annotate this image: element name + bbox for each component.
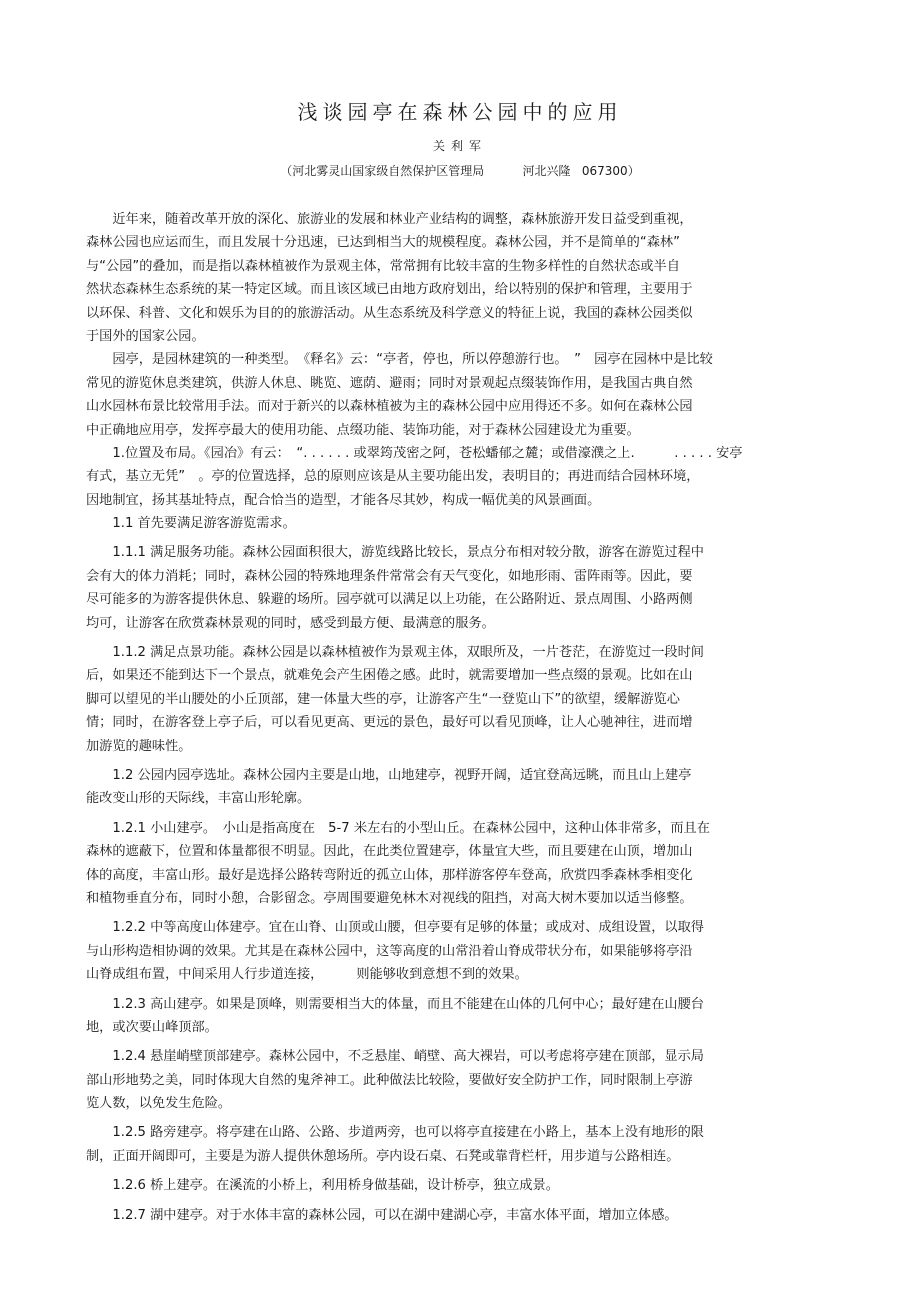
paragraph	[86, 764, 798, 811]
paragraph	[86, 442, 798, 512]
text-line: 1.2.7 湖中建亭。对于水体丰富的森林公园，可以在湖中建湖心亭，丰富水体平面，增加立体感。	[86, 1207, 678, 1223]
text-line: 常见的游览休息类建筑，供游人休息、眺览、遮荫、避雨；同时对景观起点缀装饰作用，是我国古典自然	[86, 375, 693, 391]
article-author: 关利军	[432, 139, 487, 153]
text-line: 均可，让游客在欣赏森林景观的同时，感受到最方便、最满意的服务。	[86, 615, 495, 631]
paragraph	[86, 1174, 798, 1197]
paragraph	[86, 641, 798, 758]
text-line: 后，如果还不能到达下一个景点，就难免会产生困倦之感。此时，就需要增加一些点缀的景观。比如在山	[86, 668, 693, 684]
text-line: 部山形地势之美，同时体现大自然的鬼斧神工。此种做法比较险，要做好安全防护工作，同时限制上亭游	[86, 1072, 693, 1088]
text-line: 因地制宜，扬其基址特点，配合恰当的造型，才能各尽其妙，构成一幅优美的风景画面。	[86, 492, 601, 508]
text-line: 1.1.2 满足点景功能。森林公园是以森林植被作为景观主体，双眼所及，一片苍茫，在游览过一段时间	[86, 645, 704, 661]
text-line: 1.2.6 桥上建亭。在溪流的小桥上，利用桥身做基础，设计桥亭，独立成景。	[86, 1178, 559, 1194]
text-line: 1.2.2 中等高度山体建亭。宜在山脊、山顶或山腰，但亭要有足够的体量；或成对、成组设置，以取得	[86, 920, 704, 936]
text-line: 1.2.3 高山建亭。如果是顶峰，则需要相当大的体量，而且不能建在山体的几何中心；最好建在山腰台	[86, 996, 704, 1012]
paragraph	[86, 993, 798, 1040]
text-line: 山脊成组布置，中间采用人行步道连接， 则能够收到意想不到的效果。	[86, 967, 528, 983]
text-line: 地，或次要山峰顶部。	[86, 1019, 218, 1035]
text-line: 森林的遮蔽下，位置和体量都很不明显。因此，在此类位置建亭，体量宜大些，而且要建在山顶，增加山	[86, 844, 693, 860]
text-line: 制，正面开阔即可，主要是为游人提供休憩场所。亭内设石桌、石凳或靠背栏杆，用步道与公路相连。	[86, 1148, 680, 1164]
article-affiliation: （河北雾灵山国家级自然保护区管理局 河北兴隆 067300）	[280, 164, 640, 178]
text-line: 近年来，随着改革开放的深化、旅游业的发展和林业产业结构的调整，森林旅游开发日益受到重视，	[86, 212, 693, 227]
text-line: 1.1.1 满足服务功能。森林公园面积很大，游览线路比较长，景点分布相对较分散，游客在游览过程中	[86, 545, 704, 561]
text-line: 1.2.1 小山建亭。 小山是指高度在 5-7 米左右的小型山丘。在森林公园中，这种山体非常多，而且在	[86, 820, 710, 836]
text-line: 览人数，以免发生危险。	[86, 1096, 232, 1112]
text-line: 体的高度，丰富山形。最好是选择公路转弯附近的孤立山体，那样游客停车登高，欣赏四季森林季相变化	[86, 867, 693, 883]
text-line: 山水园林布景比较常用手法。而对于新兴的以森林植被为主的森林公园中应用得还不多。如何在森林公园	[86, 399, 693, 415]
text-line: 1.2.4 悬崖峭壁顶部建亭。森林公园中，不乏悬崖、峭壁、高大裸岩，可以考虑将亭建在顶部，显示局	[86, 1049, 704, 1065]
text-line: 1.2.5 路旁建亭。将亭建在山路、公路、步道两旁，也可以将亭直接建在小路上，基本上没有地形的限	[86, 1125, 704, 1141]
article-title: 浅谈园亭在森林公园中的应用	[297, 100, 623, 124]
text-line: 脚可以望见的半山腰处的小丘顶部，建一体量大些的亭，让游客产生“一登览山下”的欲望，缓解游览心	[86, 691, 680, 707]
text-line: 能改变山形的天际线，丰富山形轮廓。	[86, 791, 311, 807]
paragraph	[86, 1121, 798, 1168]
text-line: 1.位置及布局。《园冶》有云： “. . . . . . 或翠筠茂密之阿，苍松蟠郁之麓；或借濠濮之上. . . . . . 安亭	[86, 445, 743, 461]
paragraph	[86, 916, 798, 986]
text-line: 情；同时，在游客登上亭子后，可以看见更高、更远的景色，最好可以看见顶峰，让人心驰神往，进而增	[86, 715, 693, 731]
paragraph	[86, 348, 798, 442]
text-line: 与“公园”的叠加，而是指以森林植被作为景观主体，常常拥有比较丰富的生物多样性的自然状态或半自	[86, 258, 680, 274]
text-line: 以环保、科普、文化和娱乐为目的的旅游活动。从生态系统及科学意义的特征上说，我国的森林公园类似	[86, 305, 693, 321]
text-line: 会有大的体力消耗；同时，森林公园的特殊地理条件常常会有天气变化，如地形雨、雷阵雨等。因此，要	[86, 568, 693, 584]
text-line: 中正确地应用亭，发挥亭最大的使用功能、点缀功能、装饰功能，对于森林公园建设尤为重要。	[86, 422, 640, 438]
paragraph	[86, 208, 798, 348]
text-line: 尽可能多的为游客提供休息、躲避的场所。园亭就可以满足以上功能，在公路附近、景点周围、小路两侧	[86, 592, 693, 608]
paragraph	[86, 541, 798, 635]
paragraph	[86, 1204, 798, 1227]
text-line: 加游览的趣味性。	[86, 738, 192, 754]
text-line: 和植物垂直分布，同时小憩，合影留念。亭周围要避免林木对视线的阻挡，对高大树木要加以适当修整。	[86, 890, 693, 906]
text-line: 1.1 首先要满足游客游览需求。	[86, 516, 296, 532]
text-line: 园亭，是园林建筑的一种类型。 《释名》云：“亭者，停也，所以停憩游行也。 ” 园亭在园林中是比较	[86, 352, 713, 368]
text-line: 然状态森林生态系统的某一特定区域。而且该区域已由地方政府划出，给以特别的保护和管理，主要用于	[86, 282, 693, 298]
paragraph	[86, 1045, 798, 1115]
text-line: 与山形构造相协调的效果。尤其是在森林公园中，这等高度的山常沿着山脊成带状分布，如果能够将亭沿	[86, 943, 693, 959]
article-body	[86, 208, 798, 1227]
paragraph	[86, 817, 798, 911]
paragraph	[86, 512, 798, 535]
text-line: 1.2 公园内园亭选址。森林公园内主要是山地，山地建亭，视野开阔，适宜登高远眺，而且山上建亭	[86, 767, 692, 783]
text-line: 有式，基立无凭” 。亭的位置选择，总的原则应该是从主要功能出发，表明目的；再进而结合园林环境，	[86, 469, 700, 485]
text-line: 森林公园也应运而生，而且发展十分迅速，已达到相当大的规模程度。森林公园，并不是简单的“森林”	[86, 235, 680, 251]
text-line: 于国外的国家公园。	[86, 328, 205, 344]
